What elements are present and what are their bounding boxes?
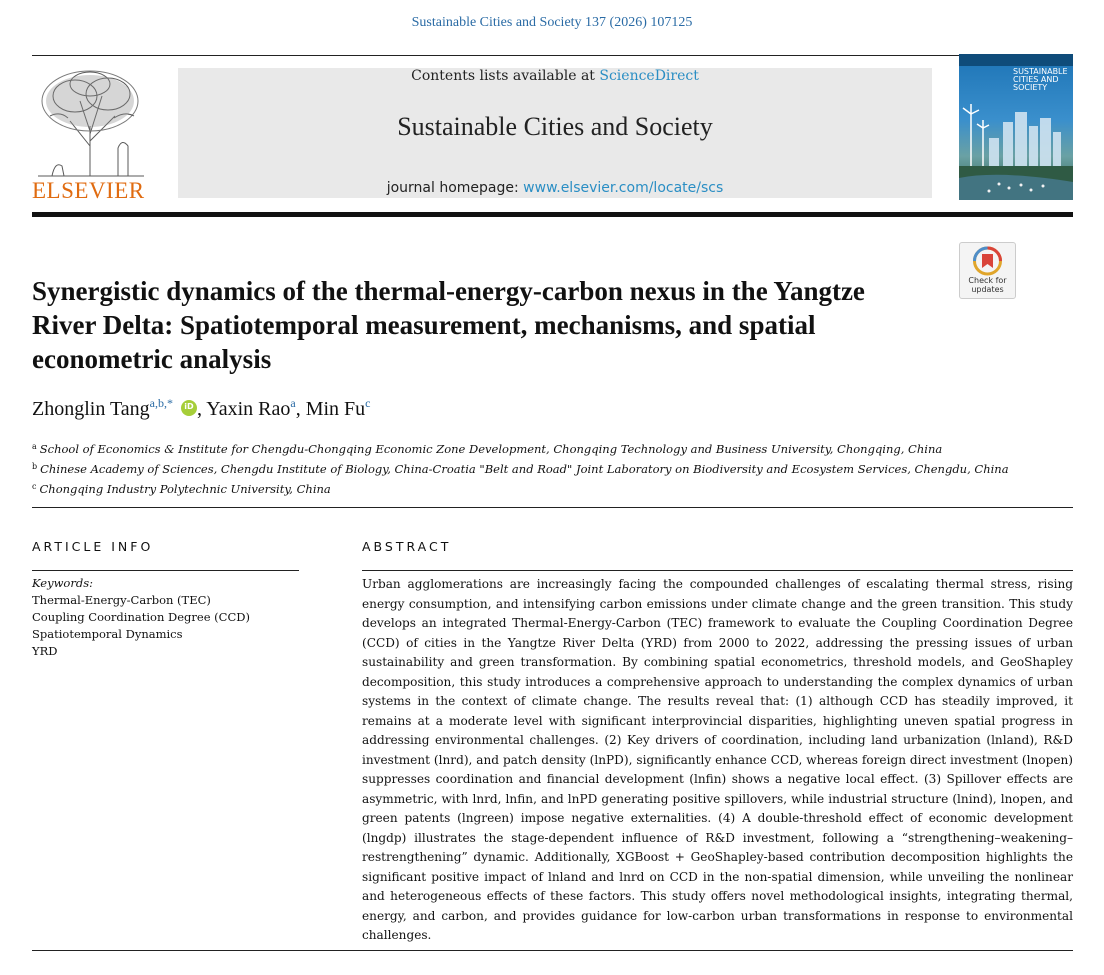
article-info-rule bbox=[32, 570, 299, 571]
article-info-heading: ARTICLE INFO bbox=[32, 539, 154, 554]
keyword-item: Spatiotemporal Dynamics bbox=[32, 627, 183, 641]
journal-citation[interactable]: Sustainable Cities and Society 137 (2026) 107125 bbox=[411, 15, 693, 30]
header-thick-rule bbox=[32, 212, 1073, 217]
section-divider bbox=[32, 507, 1073, 508]
publisher-name: ELSEVIER bbox=[32, 178, 145, 203]
affiliation-item bbox=[32, 458, 1072, 478]
homepage-line bbox=[178, 180, 932, 196]
homepage-prefix: journal homepage: bbox=[386, 180, 524, 196]
author-affil-marks[interactable]: a,b,* bbox=[149, 396, 173, 410]
affiliation-text: Chinese Academy of Sciences, Chengdu Institute of Biology, China-Croatia "Belt and Road" Joint Laboratory on Biodiversity and Ecosystem Services, Chengdu, China bbox=[40, 462, 1009, 476]
author-affil-marks[interactable]: a bbox=[290, 396, 296, 410]
orcid-icon[interactable] bbox=[181, 400, 197, 416]
affiliation-item bbox=[32, 478, 1072, 498]
affiliations bbox=[32, 438, 1072, 498]
journal-cover-image[interactable] bbox=[959, 54, 1073, 200]
abstract-heading: ABSTRACT bbox=[362, 539, 452, 554]
affiliation-mark: a bbox=[32, 442, 37, 451]
journal-name: Sustainable Cities and Society bbox=[397, 112, 713, 141]
cover-title: SUSTAINABLE CITIES AND SOCIETY bbox=[1013, 67, 1068, 92]
affiliation-mark: c bbox=[32, 482, 37, 491]
elsevier-logo[interactable] bbox=[30, 66, 152, 204]
keywords-label: Keywords: bbox=[32, 576, 93, 590]
author-affil-marks[interactable]: c bbox=[365, 396, 371, 410]
contents-prefix: Contents lists available at bbox=[411, 68, 600, 84]
sciencedirect-link[interactable]: ScienceDirect bbox=[599, 68, 699, 84]
affiliation-mark: b bbox=[32, 462, 38, 471]
abstract-text: Urban agglomerations are increasingly facing the compounded challenges of escalating thermal stress, rising energy consumption, and intensifying carbon emissions under climate change and the green transition. This study develops an integrated Thermal-Energy-Carbon (TEC) framework to evaluate the Coupling Coordination Degree (CCD) of cities in the Yangtze River Delta (YRD) from 2000 to 2022, addressing the pressing issues of urban sustainability and green transformation. By combining spatial econometrics, threshold models, and GeoShapley decomposition, this study introduces a comprehensive approach to understanding the complex dynamics of urban systems in the context of climate change. The results reveal that: (1) although CCD has steadily improved, it remains at a moderate level with significant interprovincial disparities, highlighting uneven spatial progress in addressing environmental challenges. (2) Key drivers of coordination, including land urbanization (lnland), R&D investment (lnrd), and patch density (lnPD), significantly enhance CCD, whereas foreign direct investment (lnopen) suppresses coordination and financial development (lnfin) shows a negative local effect. (3) Spillover effects are asymmetric, with lnrd, lnfin, and lnPD generating positive spillovers, while industrial structure (lnind), lnopen, and green patents (lngreen) impose negative externalities. (4) A double-threshold effect of economic development (lngdp) illustrates the stage-dependent influence of R&D investment, following a “strengthening–weakening–restrengthening” dynamic. Additionally, XGBoost + GeoShapley-based contribution decomposition highlights the significant positive impact of lnland and lnrd on CCD in the non-spatial dimension, while unveiling the nonlinear and heterogeneous effects of these factors. This study offers novel methodological insights, integrating thermal, energy, and carbon, and provides guidance for low-carbon urban transformations in response to environmental challenges. bbox=[362, 577, 1073, 942]
keyword-item: Coupling Coordination Degree (CCD) bbox=[32, 610, 250, 624]
footer-rule bbox=[32, 950, 1073, 951]
journal-homepage-link[interactable]: www.elsevier.com/locate/scs bbox=[523, 180, 724, 196]
orcid-glyph: iD bbox=[184, 402, 194, 411]
journal-banner bbox=[178, 68, 932, 198]
check-for-updates-icon bbox=[960, 245, 1015, 279]
elsevier-tree-logo-icon bbox=[30, 66, 152, 178]
affiliation-text: Chongqing Industry Polytechnic University, China bbox=[39, 482, 331, 496]
abstract-rule bbox=[362, 570, 1073, 571]
keywords-block bbox=[32, 575, 300, 660]
author-list: Zhonglin Tang$^{a,b,*}$ iD , Yaxin Rao$^a$, Min Fu$^c$ bbox=[32, 396, 371, 420]
affiliation-text: School of Economics & Institute for Chengdu-Chongqing Economic Zone Development, Chongqing Technology and Business University, Chongqing, China bbox=[39, 442, 943, 456]
keyword-item: Thermal-Energy-Carbon (TEC) bbox=[32, 593, 211, 607]
paper-title: Synergistic dynamics of the thermal-energy-carbon nexus in the Yangtze River Delta: Spatiotemporal measurement, mechanisms, and spatial econometric analysis bbox=[32, 276, 865, 374]
affiliation-item bbox=[32, 438, 1072, 458]
keyword-item: YRD bbox=[32, 644, 58, 658]
check-for-updates-button[interactable] bbox=[959, 242, 1016, 299]
check-for-updates-label: Check for updates bbox=[968, 276, 1007, 294]
author-name[interactable]: Yaxin Rao bbox=[206, 398, 291, 420]
author-name[interactable]: Min Fu bbox=[305, 398, 366, 420]
author-name[interactable]: Zhonglin Tang bbox=[32, 398, 150, 420]
contents-line bbox=[178, 68, 932, 84]
header-rule bbox=[32, 55, 1073, 56]
